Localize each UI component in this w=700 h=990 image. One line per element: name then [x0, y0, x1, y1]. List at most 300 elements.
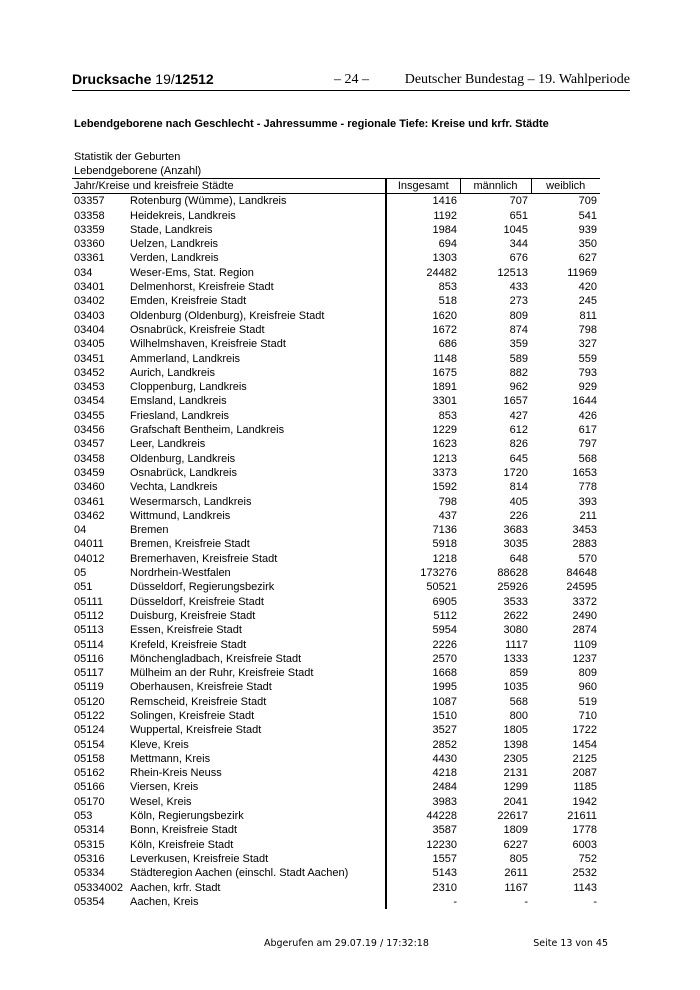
births-female: 3453	[572, 524, 597, 537]
births-male: 405	[509, 495, 528, 508]
births-total: 1675	[386, 366, 460, 380]
region-code: 03361	[74, 252, 105, 265]
births-male: 88628	[497, 567, 528, 580]
births-total: 1623	[386, 437, 460, 451]
table-row	[72, 766, 600, 780]
region-name: Wesermarsch, Landkreis	[130, 495, 252, 508]
births-total: -	[386, 895, 460, 909]
births-total: 437	[386, 509, 460, 523]
table-row	[72, 423, 600, 437]
table-row	[72, 652, 600, 666]
region-code: 04012	[74, 552, 105, 565]
births-male: 25926	[497, 581, 528, 594]
region-code: 05119	[74, 681, 104, 694]
region-name: Köln, Kreisfreie Stadt	[130, 838, 234, 851]
table-row	[72, 695, 600, 709]
region-code: 03453	[74, 381, 105, 394]
births-total: 1303	[386, 251, 460, 265]
births-male: 648	[509, 552, 528, 565]
region-name: Nordrhein-Westfalen	[130, 567, 231, 580]
births-female: 211	[579, 509, 597, 522]
table-row	[72, 895, 600, 909]
region-code: 03451	[74, 352, 105, 365]
births-female: 6003	[572, 838, 597, 851]
region-code: 05166	[74, 781, 105, 794]
table-row	[72, 537, 600, 551]
births-total: 686	[386, 337, 460, 351]
region-name: Uelzen, Landkreis	[130, 238, 219, 251]
region-code: 04011	[74, 538, 104, 551]
region-name: Vechta, Landkreis	[130, 481, 218, 494]
region-name: Kleve, Kreis	[130, 738, 189, 751]
births-female: 752	[578, 852, 597, 865]
table-row	[72, 266, 600, 280]
region-name: Köln, Regierungsbezirk	[130, 810, 244, 823]
table-row	[72, 595, 600, 609]
region-name: Solingen, Kreisfreie Stadt	[130, 709, 255, 722]
column-header-region: Jahr/Kreise und kreisfreie Städte	[74, 180, 234, 192]
table-row	[72, 223, 600, 237]
births-female: 939	[578, 223, 597, 236]
parliament-label: Deutscher Bundestag – 19. Wahlperiode	[404, 72, 630, 87]
births-male: 3080	[503, 624, 528, 637]
region-name: Städteregion Aachen (einschl. Stadt Aachen)	[130, 867, 349, 880]
region-code: 03359	[74, 223, 105, 236]
births-female: 2087	[572, 767, 597, 780]
table-row	[72, 209, 600, 223]
births-table	[72, 178, 600, 909]
table-row	[72, 437, 600, 451]
table-row	[72, 251, 600, 265]
region-code: 034	[74, 266, 93, 279]
births-male: 3683	[503, 524, 528, 537]
region-name: Rhein-Kreis Neuss	[130, 767, 222, 780]
region-code: 05	[74, 567, 87, 580]
births-female: 519	[578, 695, 597, 708]
births-male: 6227	[503, 838, 528, 851]
births-male: 882	[509, 366, 528, 379]
region-code: 03454	[74, 395, 105, 408]
births-male: 1045	[503, 223, 528, 236]
births-female: 3372	[572, 595, 597, 608]
region-code: 051	[74, 581, 93, 594]
region-code: 05334	[74, 867, 105, 880]
region-code: 05334002	[74, 881, 123, 894]
region-code: 04	[74, 524, 87, 537]
table-row	[72, 780, 600, 794]
births-male: 814	[509, 481, 528, 494]
region-code: 05114	[74, 638, 104, 651]
table-row	[72, 309, 600, 323]
region-code: 05122	[74, 709, 105, 722]
region-name: Leer, Landkreis	[130, 438, 206, 451]
region-code: 03358	[74, 209, 105, 222]
births-female: 1454	[572, 738, 597, 751]
births-male: 2041	[503, 795, 528, 808]
births-female: 1722	[572, 724, 597, 737]
region-code: 05315	[74, 838, 105, 851]
births-female: 2874	[572, 624, 597, 637]
births-total: 2310	[386, 881, 460, 895]
births-female: 710	[578, 709, 597, 722]
region-code: 05162	[74, 767, 105, 780]
births-female: 1237	[572, 652, 597, 665]
births-total: 1416	[386, 194, 460, 209]
births-total: 1891	[386, 380, 460, 394]
births-female: 2883	[572, 538, 597, 551]
region-name: Bremen, Kreisfreie Stadt	[130, 538, 250, 551]
births-total: 1192	[386, 209, 460, 223]
table-title: Lebendgeborene nach Geschlecht - Jahressumme - regionale Tiefe: Kreise und krfr. Städte	[74, 118, 549, 130]
births-male: 22617	[497, 810, 528, 823]
births-female: 2490	[572, 609, 597, 622]
table-row	[72, 394, 600, 408]
table-row	[72, 638, 600, 652]
table-row	[72, 752, 600, 766]
table-row	[72, 294, 600, 308]
births-female: 2125	[572, 752, 597, 765]
table-row	[72, 495, 600, 509]
table-row	[72, 280, 600, 294]
table-row	[72, 352, 600, 366]
table-row	[72, 866, 600, 880]
region-code: 05170	[74, 795, 105, 808]
region-name: Delmenhorst, Kreisfreie Stadt	[130, 281, 274, 294]
births-male: 273	[509, 295, 528, 308]
table-row	[72, 623, 600, 637]
region-code: 03402	[74, 295, 105, 308]
births-total: 853	[386, 280, 460, 294]
births-total: 24482	[386, 266, 460, 280]
region-code: 03404	[74, 323, 105, 336]
table-row	[72, 323, 600, 337]
region-name: Remscheid, Kreisfreie Stadt	[130, 695, 267, 708]
births-total: 1510	[386, 709, 460, 723]
region-code: 05117	[74, 667, 104, 680]
births-total: 3527	[386, 723, 460, 737]
births-total: 853	[386, 409, 460, 423]
births-female: 1644	[572, 395, 597, 408]
table-row	[72, 666, 600, 680]
region-code: 05314	[74, 824, 105, 837]
births-male: 568	[509, 695, 528, 708]
region-name: Verden, Landkreis	[130, 252, 219, 265]
region-code: 03461	[74, 495, 105, 508]
region-name: Weser-Ems, Stat. Region	[130, 266, 254, 279]
births-total: 7136	[386, 523, 460, 537]
region-code: 05316	[74, 852, 105, 865]
births-total: 1668	[386, 666, 460, 680]
births-male: 1117	[505, 638, 528, 651]
table-row	[72, 738, 600, 752]
page-header	[72, 68, 630, 91]
births-total: 1218	[386, 552, 460, 566]
region-code: 03459	[74, 466, 105, 479]
column-header-male: männlich	[460, 179, 531, 194]
births-female: 1653	[572, 466, 597, 479]
region-name: Mettmann, Kreis	[130, 752, 211, 765]
region-name: Duisburg, Kreisfreie Stadt	[130, 609, 256, 622]
births-total: 3587	[386, 823, 460, 837]
table-row	[72, 480, 600, 494]
births-male: 1809	[503, 824, 528, 837]
region-name: Bonn, Kreisfreie Stadt	[130, 824, 238, 837]
births-female: 1109	[573, 638, 597, 651]
births-total: 2226	[386, 638, 460, 652]
region-code: 03357	[74, 195, 105, 208]
region-code: 03405	[74, 338, 105, 351]
region-code: 03360	[74, 238, 105, 251]
births-female: 1778	[572, 824, 597, 837]
births-female: 350	[578, 238, 597, 251]
births-male: 645	[509, 452, 528, 465]
table-row	[72, 852, 600, 866]
region-name: Emsland, Landkreis	[130, 395, 227, 408]
births-total: 1087	[386, 695, 460, 709]
births-total: 3373	[386, 466, 460, 480]
region-code: 05124	[74, 724, 105, 737]
column-header-total: Insgesamt	[386, 179, 460, 194]
births-female: 960	[578, 681, 597, 694]
births-male: 12513	[497, 266, 528, 279]
region-name: Grafschaft Bentheim, Landkreis	[130, 424, 285, 437]
births-total: 4218	[386, 766, 460, 780]
region-name: Osnabrück, Kreisfreie Stadt	[130, 323, 265, 336]
region-name: Viersen, Kreis	[130, 781, 199, 794]
region-code: 03401	[74, 281, 105, 294]
region-code: 05158	[74, 752, 105, 765]
births-male: 1657	[503, 395, 528, 408]
column-header-female: weiblich	[531, 179, 600, 194]
region-name: Heidekreis, Landkreis	[130, 209, 236, 222]
births-total: 3301	[386, 394, 460, 408]
births-total: 173276	[386, 566, 460, 580]
region-name: Aurich, Landkreis	[130, 366, 215, 379]
births-male: 2611	[504, 867, 528, 880]
births-female: 797	[578, 438, 597, 451]
births-female: 617	[578, 424, 597, 437]
births-female: 798	[578, 323, 597, 336]
table-row	[72, 452, 600, 466]
births-female: 327	[578, 338, 597, 351]
births-total: 1620	[386, 309, 460, 323]
births-total: 5112	[386, 609, 460, 623]
births-female: 709	[578, 195, 597, 208]
births-male: 1805	[503, 724, 528, 737]
table-row	[72, 838, 600, 852]
births-male: 707	[509, 195, 528, 208]
region-name: Wesel, Kreis	[130, 795, 192, 808]
births-female: 627	[578, 252, 597, 265]
births-female: 778	[578, 481, 597, 494]
retrieval-timestamp: Abgerufen am 29.07.19 / 17:32:18	[264, 938, 429, 949]
births-male: 809	[509, 309, 528, 322]
births-female: 84648	[566, 567, 597, 580]
table-row	[72, 809, 600, 823]
doc-period: 19/	[155, 71, 175, 87]
region-code: 03403	[74, 309, 105, 322]
births-total: 2570	[386, 652, 460, 666]
births-male: 1035	[503, 681, 528, 694]
births-total: 1229	[386, 423, 460, 437]
births-total: 1213	[386, 452, 460, 466]
region-code: 03462	[74, 509, 105, 522]
births-male: 1333	[503, 652, 528, 665]
region-code: 05112	[74, 609, 104, 622]
region-code: 05154	[74, 738, 105, 751]
table-row	[72, 523, 600, 537]
births-female: 11969	[567, 266, 597, 279]
births-total: 1148	[386, 352, 460, 366]
table-row	[72, 194, 600, 209]
region-name: Stade, Landkreis	[130, 223, 213, 236]
region-code: 05354	[74, 895, 105, 908]
table-row	[72, 337, 600, 351]
table-row	[72, 552, 600, 566]
table-row	[72, 566, 600, 580]
births-female: 809	[578, 667, 597, 680]
region-name: Bremen	[130, 524, 169, 537]
births-total: 2484	[386, 780, 460, 794]
births-male: 1398	[503, 738, 528, 751]
births-male: -	[524, 895, 528, 908]
births-female: 570	[578, 552, 597, 565]
births-male: 962	[509, 381, 528, 394]
region-name: Düsseldorf, Kreisfreie Stadt	[130, 595, 264, 608]
births-total: 6905	[386, 595, 460, 609]
region-name: Mülheim an der Ruhr, Kreisfreie Stadt	[130, 667, 314, 680]
region-name: Wittmund, Landkreis	[130, 509, 231, 522]
births-total: 5954	[386, 623, 460, 637]
region-name: Wuppertal, Kreisfreie Stadt	[130, 724, 262, 737]
births-female: 21611	[567, 810, 597, 823]
births-male: 651	[509, 209, 528, 222]
doc-prefix: Drucksache	[72, 71, 152, 87]
region-name: Cloppenburg, Landkreis	[130, 381, 247, 394]
region-name: Friesland, Landkreis	[130, 409, 230, 422]
births-total: 44228	[386, 809, 460, 823]
births-male: 805	[509, 852, 528, 865]
births-male: 3035	[503, 538, 528, 551]
births-female: 929	[578, 381, 597, 394]
table-row	[72, 609, 600, 623]
births-female: -	[593, 895, 597, 908]
region-name: Oberhausen, Kreisfreie Stadt	[130, 681, 272, 694]
region-name: Aachen, Kreis	[130, 895, 199, 908]
region-name: Emden, Kreisfreie Stadt	[130, 295, 247, 308]
region-name: Aachen, krfr. Stadt	[130, 881, 221, 894]
births-male: 800	[509, 709, 528, 722]
births-male: 859	[509, 667, 528, 680]
region-name: Oldenburg, Landkreis	[130, 452, 236, 465]
births-male: 1299	[503, 781, 528, 794]
births-male: 433	[509, 281, 528, 294]
births-female: 1942	[572, 795, 597, 808]
region-name: Düsseldorf, Regierungsbezirk	[130, 581, 275, 594]
births-male: 826	[509, 438, 528, 451]
births-total: 4430	[386, 752, 460, 766]
region-name: Wilhelmshaven, Kreisfreie Stadt	[130, 338, 286, 351]
region-name: Ammerland, Landkreis	[130, 352, 241, 365]
table-row	[72, 680, 600, 694]
table-header-row	[72, 179, 600, 194]
doc-number: 12512	[174, 71, 214, 87]
region-name: Osnabrück, Landkreis	[130, 466, 237, 479]
births-total: 50521	[386, 580, 460, 594]
births-male: 2305	[503, 752, 528, 765]
region-name: Rotenburg (Wümme), Landkreis	[130, 195, 287, 208]
region-name: Mönchengladbach, Kreisfreie Stadt	[130, 652, 302, 665]
table-row	[72, 380, 600, 394]
births-female: 541	[578, 209, 597, 222]
region-name: Oldenburg (Oldenburg), Kreisfreie Stadt	[130, 309, 325, 322]
births-total: 3983	[386, 795, 460, 809]
table-row	[72, 823, 600, 837]
region-code: 03458	[74, 452, 105, 465]
births-total: 2852	[386, 738, 460, 752]
births-female: 245	[578, 295, 597, 308]
births-male: 1720	[503, 466, 528, 479]
births-male: 676	[509, 252, 528, 265]
region-code: 05116	[74, 652, 104, 665]
region-name: Essen, Kreisfreie Stadt	[130, 624, 242, 637]
table-row	[72, 723, 600, 737]
region-code: 03457	[74, 438, 105, 451]
births-female: 559	[578, 352, 597, 365]
births-male: 427	[509, 409, 528, 422]
table-row	[72, 509, 600, 523]
births-total: 5143	[386, 866, 460, 880]
table-row	[72, 881, 600, 895]
table-row	[72, 580, 600, 594]
region-name: Krefeld, Kreisfreie Stadt	[130, 638, 247, 651]
births-total: 1672	[386, 323, 460, 337]
births-female: 793	[578, 366, 597, 379]
births-male: 226	[509, 509, 528, 522]
births-male: 874	[509, 323, 528, 336]
births-male: 2131	[503, 767, 528, 780]
document-number	[72, 71, 214, 87]
births-male: 3533	[503, 595, 528, 608]
table-row	[72, 466, 600, 480]
table-row	[72, 409, 600, 423]
table-row	[72, 795, 600, 809]
births-male: 612	[509, 424, 528, 437]
region-code: 053	[74, 810, 93, 823]
region-name: Leverkusen, Kreisfreie Stadt	[130, 852, 269, 865]
births-male: 589	[509, 352, 528, 365]
births-total: 1995	[386, 680, 460, 694]
region-code: 03452	[74, 366, 105, 379]
births-female: 568	[578, 452, 597, 465]
region-code: 05120	[74, 695, 105, 708]
births-female: 420	[578, 281, 597, 294]
births-female: 1185	[573, 781, 597, 794]
table-row	[72, 237, 600, 251]
region-code: 05113	[74, 624, 104, 637]
births-total: 1984	[386, 223, 460, 237]
births-total: 1592	[386, 480, 460, 494]
region-code: 05111	[74, 595, 103, 608]
births-male: 2622	[503, 609, 528, 622]
table-row	[72, 366, 600, 380]
births-female: 393	[578, 495, 597, 508]
region-code: 03460	[74, 481, 105, 494]
region-name: Bremerhaven, Kreisfreie Stadt	[130, 552, 278, 565]
region-code: 03456	[74, 424, 105, 437]
births-total: 5918	[386, 537, 460, 551]
births-male: 344	[509, 238, 528, 251]
